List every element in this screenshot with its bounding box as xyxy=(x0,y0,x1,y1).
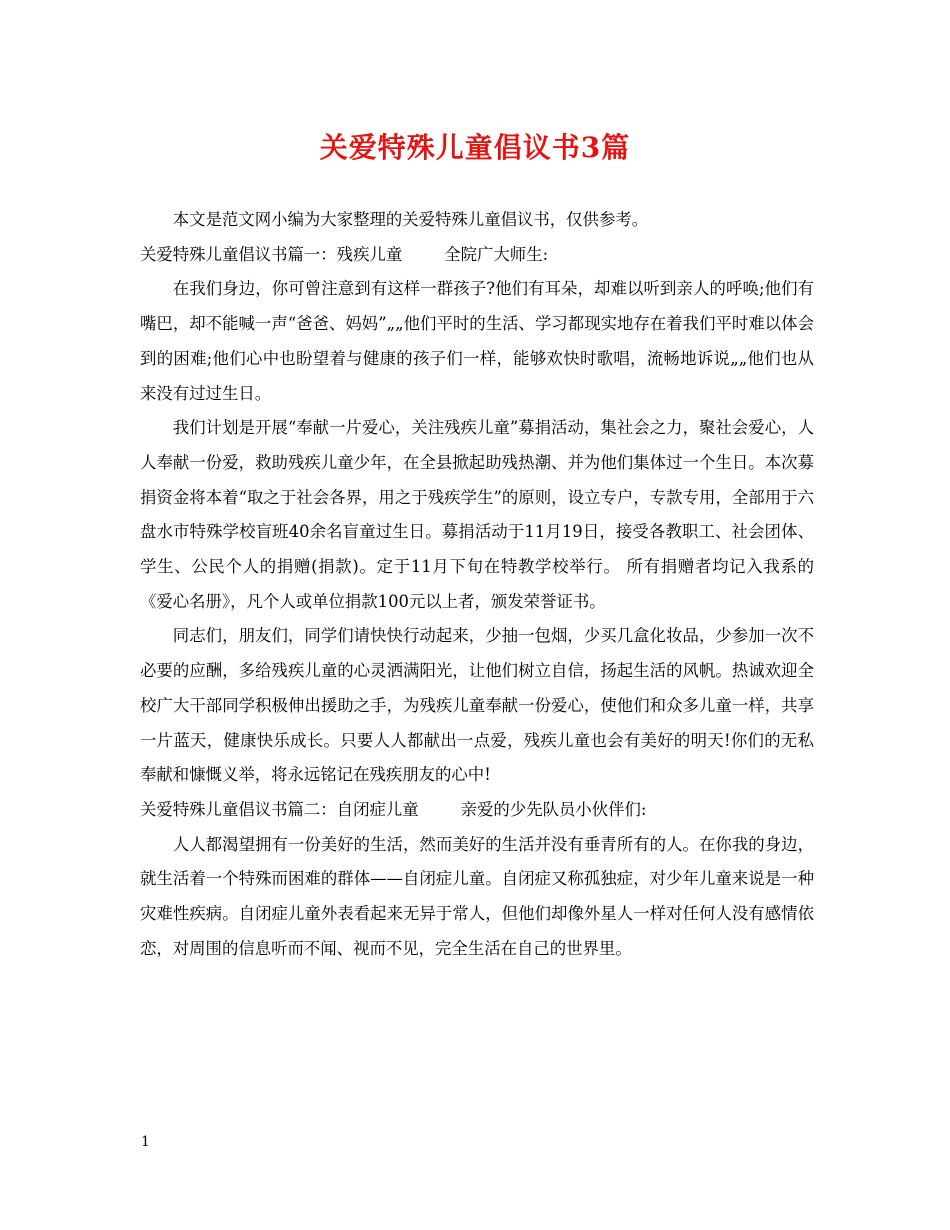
section1-heading: 关爱特殊儿童倡议书篇一：残疾儿童 xyxy=(140,244,403,264)
intro-paragraph: 本文是范文网小编为大家整理的关爱特殊儿童倡议书，仅供参考。 xyxy=(172,210,649,229)
document-title: 关爱特殊儿童倡议书3篇 xyxy=(319,131,631,164)
section2-salutation: 亲爱的少先队员小伙伴们: xyxy=(460,799,647,819)
section1-paragraph-3: 同志们，朋友们，同学们请快快行动起来，少抽一包烟，少买几盒化妆品，少参加一次不必要的应酬，多给残疾儿童的心灵洒满阳光，让他们树立自信，扬起生活的风帆。热诚欢迎全校广大干部同学积极伸出援助之手，为残疾儿童奉献一份爱心，使他们和众多儿童一样，共享一片蓝天，健康快乐成长。只要人人都献出一点爱，残疾儿童也会有美好的明天!你们的无私奉献和慷慨义举，将永远铭记在残疾朋友的心中! xyxy=(140,626,814,785)
section1-paragraph-1: 在我们身边，你可曾注意到有这样一群孩子?他们有耳朵，却难以听到亲人的呼唤;他们有嘴巴，却不能喊一声“爸爸、妈妈”„„他们平时的生活、学习都现实地存在着我们平时难以体会到的困难;他们心中也盼望着与健康的孩子们一样，能够欢快时歌唱，流畅地诉说„„他们也从来没有过过生日。 xyxy=(140,279,814,403)
page-number: 1 xyxy=(141,1134,150,1150)
document-body xyxy=(140,203,814,966)
section1-salutation: 全院广大师生: xyxy=(444,244,549,264)
section1-paragraph-2: 我们计划是开展“奉献一片爱心，关注残疾儿童”募捐活动，集社会之力，聚社会爱心，人人奉献一份爱，救助残疾儿童少年，在全县掀起助残热潮、并为他们集体过一个生日。本次募捐资金将本着“取之于社会各界，用之于残疾学生”的原则，设立专户，专款专用，全部用于六盘水市特殊学校盲班40余名盲童过生日。募捐活动于11月19日，接受各教职工、社会团体、学生、公民个人的捐赠(捐款)。定于11月下旬在特教学校举行。 所有捐赠者均记入我系的《爱心名册》，凡个人或单位捐款100元以上者，颁发荣誉证书。 xyxy=(140,418,814,611)
section2-heading: 关爱特殊儿童倡议书篇二：自闭症儿童 xyxy=(140,799,419,819)
section2-heading-line xyxy=(140,793,814,828)
section2-paragraph-1: 人人都渴望拥有一份美好的生活，然而美好的生活并没有垂青所有的人。在你我的身边，就生活着一个特殊而困难的群体——自闭症儿童。自闭症又称孤独症，对少年儿童来说是一种灾难性疾病。自闭症儿童外表看起来无异于常人，但他们却像外星人一样对任何人没有感情依恋，对周围的信息听而不闻、视而不见，完全生活在自己的世界里。 xyxy=(140,834,814,958)
section1-heading-line xyxy=(140,238,814,273)
